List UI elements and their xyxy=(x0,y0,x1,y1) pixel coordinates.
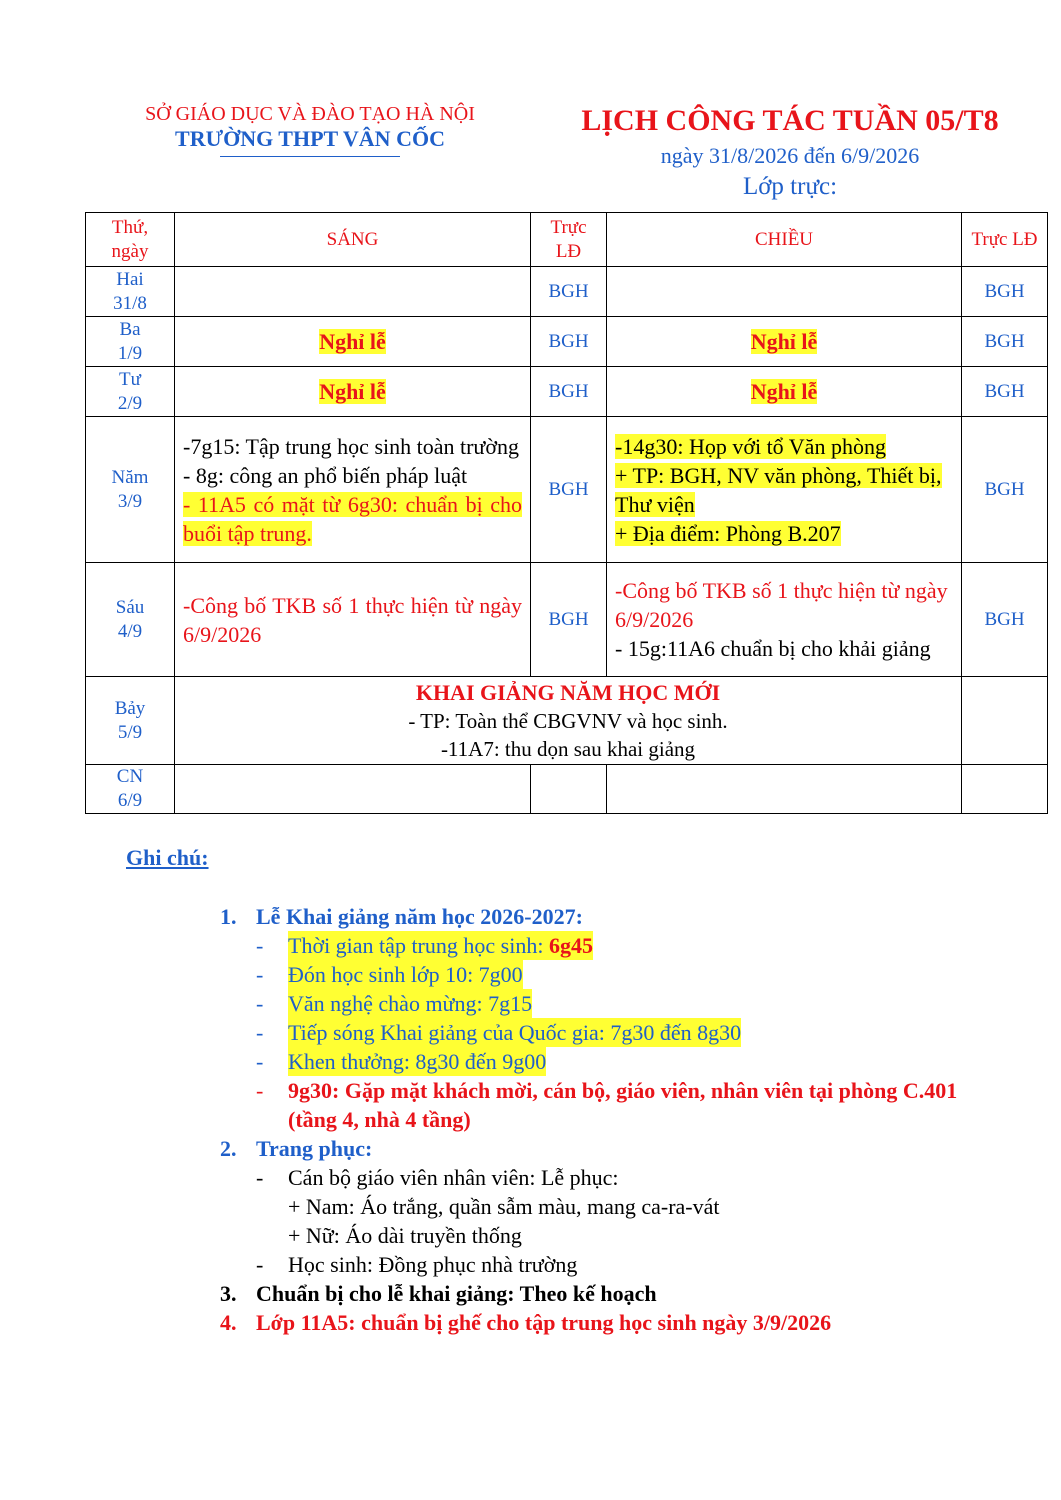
header-underline xyxy=(220,156,400,157)
note-subitem: - Khen thưởng: 8g30 đến 9g00 xyxy=(256,1049,547,1074)
note-subitem: + Nữ: Áo dài truyền thống xyxy=(288,1223,522,1248)
note-item-2: 2. Trang phục: xyxy=(220,1136,373,1161)
note-subitem: - Đón học sinh lớp 10: 7g00 xyxy=(256,962,523,987)
schedule-line: - TP: Toàn thể CBGVNV và học sinh. xyxy=(408,708,728,733)
table-header-row xyxy=(86,213,1048,267)
col-header-afternoon-duty: Trực LĐ xyxy=(962,213,1048,267)
duty-cell: BGH xyxy=(962,317,1048,367)
morning-cell xyxy=(175,367,531,417)
duty-cell: BGH xyxy=(962,417,1048,563)
note-subitem: - Văn nghệ chào mừng: 7g15 xyxy=(256,991,533,1016)
duty-cell: BGH xyxy=(531,317,607,367)
afternoon-cell xyxy=(607,367,962,417)
note-item-3: 3. Chuẩn bị cho lễ khai giảng: Theo kế hoạch xyxy=(220,1281,657,1306)
schedule-line: - 11A5 có mặt từ 6g30: chuẩn bị cho buổi tập trung. xyxy=(183,491,522,546)
note-subitem: - Cán bộ giáo viên nhân viên: Lễ phục: xyxy=(256,1165,619,1190)
day-cell: Tư 2/9 xyxy=(86,367,175,417)
day-cell: Hai 31/8 xyxy=(86,267,175,317)
date-range: ngày 31/8/2026 đến 6/9/2026 xyxy=(660,143,920,168)
ceremony-title: KHAI GIẢNG NĂM HỌC MỚI xyxy=(415,679,721,705)
duty-cell xyxy=(962,765,1048,814)
morning-cell xyxy=(175,563,531,677)
afternoon-cell xyxy=(607,267,962,317)
morning-cell xyxy=(175,317,531,367)
notes-list xyxy=(220,902,1010,1337)
duty-cell: BGH xyxy=(531,267,607,317)
duty-cell: BGH xyxy=(531,367,607,417)
schedule-line: - 8g: công an phổ biến pháp luật xyxy=(183,462,468,488)
schedule-line: -11A7: thu dọn sau khai giảng xyxy=(440,736,696,761)
note-subitem: + Nam: Áo trắng, quần sẫm màu, mang ca-ra-vát xyxy=(288,1194,720,1219)
col-header-morning-duty: Trực LĐ xyxy=(531,213,607,267)
schedule-line: + Địa điểm: Phòng B.207 xyxy=(615,520,841,546)
duty-cell: BGH xyxy=(962,267,1048,317)
schedule-line: -14g30: Họp với tổ Văn phòng xyxy=(615,433,886,459)
day-cell: Sáu 4/9 xyxy=(86,563,175,677)
afternoon-cell xyxy=(607,417,962,563)
table-row xyxy=(86,765,1048,814)
table-row xyxy=(86,317,1048,367)
note-subitem: - Tiếp sóng Khai giảng của Quốc gia: 7g30 đến 8g30 xyxy=(256,1020,742,1045)
note-subitem: - Học sinh: Đồng phục nhà trường xyxy=(256,1252,578,1277)
table-row xyxy=(86,417,1048,563)
duty-cell: BGH xyxy=(962,563,1048,677)
schedule-line: -Công bố TKB số 1 thực hiện từ ngày 6/9/2026 xyxy=(615,578,948,632)
morning-cell xyxy=(175,765,531,814)
schedule-line: + TP: BGH, NV văn phòng, Thiết bị, Thư viện xyxy=(615,462,942,517)
notes-title: Ghi chú: xyxy=(126,845,209,870)
page-title: LỊCH CÔNG TÁC TUẦN 05/T8 xyxy=(581,104,999,137)
holiday-label: Nghỉ lễ xyxy=(319,378,386,404)
school-header xyxy=(105,102,515,157)
class-on-duty: Lớp trực: xyxy=(742,173,838,200)
afternoon-cell xyxy=(607,317,962,367)
table-row xyxy=(86,367,1048,417)
holiday-label: Nghỉ lễ xyxy=(750,378,818,404)
afternoon-cell xyxy=(607,765,962,814)
duty-cell: BGH xyxy=(531,417,607,563)
schedule-heading xyxy=(520,100,1060,204)
holiday-label: Nghỉ lễ xyxy=(319,328,386,354)
note-subitem: - Thời gian tập trung học sinh: 6g45 xyxy=(256,933,593,958)
day-cell: Năm 3/9 xyxy=(86,417,175,563)
col-header-afternoon: CHIỀU xyxy=(607,213,962,267)
department-name: SỞ GIÁO DỤC VÀ ĐÀO TẠO HÀ NỘI xyxy=(145,103,475,125)
schedule-table xyxy=(85,212,1048,814)
duty-cell xyxy=(531,765,607,814)
day-cell: CN 6/9 xyxy=(86,765,175,814)
col-header-morning: SÁNG xyxy=(175,213,531,267)
table-row xyxy=(86,677,1048,765)
table-row xyxy=(86,267,1048,317)
morning-cell xyxy=(175,267,531,317)
note-item-1: 1. Lễ Khai giảng năm học 2026-2027: xyxy=(220,904,583,929)
holiday-label: Nghỉ lễ xyxy=(750,328,818,354)
schedule-line: -7g15: Tập trung học sinh toàn trường xyxy=(183,433,519,459)
duty-cell xyxy=(962,677,1048,765)
note-subitem: - 9g30: Gặp mặt khách mời, cán bộ, giáo viên, nhân viên tại phòng C.401 (tầng 4, nhà 4 tầng) xyxy=(256,1078,958,1132)
day-cell: Bảy 5/9 xyxy=(86,677,175,765)
duty-cell: BGH xyxy=(962,367,1048,417)
opening-ceremony-cell xyxy=(175,677,962,765)
col-header-day: Thứ, ngày xyxy=(86,213,175,267)
table-row xyxy=(86,563,1048,677)
school-name: TRƯỜNG THPT VÂN CỐC xyxy=(175,126,445,151)
morning-cell xyxy=(175,417,531,563)
afternoon-cell xyxy=(607,563,962,677)
schedule-line: -Công bố TKB số 1 thực hiện từ ngày 6/9/2026 xyxy=(183,592,522,647)
note-item-4: 4. Lớp 11A5: chuẩn bị ghế cho tập trung học sinh ngày 3/9/2026 xyxy=(220,1310,832,1335)
schedule-line: - 15g:11A6 chuẩn bị cho khải giảng xyxy=(615,636,931,661)
duty-cell: BGH xyxy=(531,563,607,677)
day-cell: Ba 1/9 xyxy=(86,317,175,367)
